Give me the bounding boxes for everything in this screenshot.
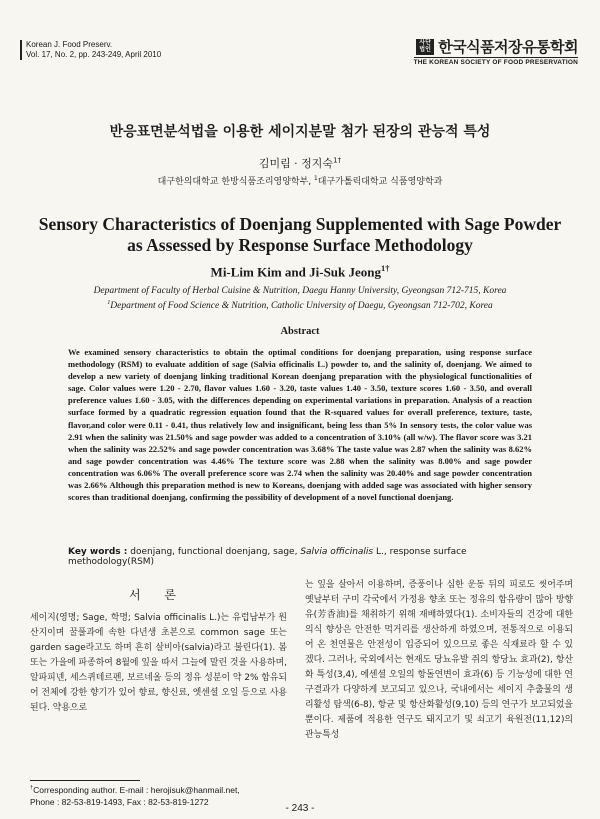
keywords-text-a: doenjang, functional doenjang, sage, xyxy=(130,547,298,557)
title-english xyxy=(0,214,600,256)
abstract-heading: Abstract xyxy=(280,326,320,337)
authors-english-names: Mi-Lim Kim and Ji-Suk Jeong xyxy=(210,264,382,280)
affiliation-korean-1: 대구한의대학교 한방식품조리영양학부, xyxy=(157,177,312,187)
journal-volume: Vol. 17, No. 2, pp. 243-249, April 2010 xyxy=(26,50,162,59)
intro-column-right xyxy=(305,578,573,743)
title-korean: 반응표면분석법을 이용한 세이지분말 첨가 된장의 관능적 특성 xyxy=(109,124,491,140)
affiliation-english-mark: 1 xyxy=(107,300,111,306)
society-logo xyxy=(414,36,578,66)
journal-citation xyxy=(20,40,161,60)
authors-english xyxy=(0,263,600,280)
section-title-introduction: 서 론 xyxy=(129,588,186,602)
title-english-line1: Sensory Characteristics of Doenjang Supplemented with Sage Powder xyxy=(38,214,562,234)
intro-paragraph-left: 세이지(영명; Sage, 학명; Salvia officinalis L.)는 유럽남부가 원산지이며 꿀풀과에 속한 다년생 초본으로 common sage 또는 garden sage라고도 하며 흔히 살비아(salvia)라고 불린다(1). 봄 또는 가을에 파종하여 8월에 잎을 따서 그늘에 말린 것을 사용하며, 알파피넨, 세스퀴테르펜, 보르네올 등의 정유 성분이 약 2% 함유되어 전체에 강한 향기가 있어 향료, 향신료, 엣센셜 오일 등으로 사용된다. 약용으로 xyxy=(30,613,287,713)
footnote-divider xyxy=(30,780,140,781)
keywords-label: Key words : xyxy=(68,547,128,557)
affiliations-english xyxy=(0,285,600,312)
affiliation-korean-2: 대구가톨릭대학교 식품영양학과 xyxy=(317,177,443,187)
journal-name: Korean J. Food Preserv. xyxy=(26,40,113,49)
society-name-ko: 한국식품저장유통학회 xyxy=(438,39,578,56)
footnote-line2: Phone : 82-53-819-1493, Fax : 82-53-819-1272 xyxy=(30,796,209,807)
affiliation-english-2: Department of Food Science & Nutrition, Catholic University of Daegu, Gyeongsan 712-702, Korea xyxy=(110,301,493,312)
abstract-body: We examined sensory characteristics to obtain the optimal conditions for doenjang preparation, using response surface methodology (RSM) to evaluate addition of sage (Salvia officinalis L.) powder to, and the salinity of, doenjang. We aimed to develop a new variety of doenjang linking traditional Korean doenjang preparation with the physiological functionalities of sage. Color values were 1.20 - 2.70, flavor values 1.60 - 3.20, taste values 1.40 - 3.50, texture scores 1.60 - 3.50, and overall preference values 1.60 - 3.05, with the differences depending on experimental variations in preparation. Analysis of a reaction surface formed by a quadratic regression equation found that the R-squared values for overall preference, texture, taste, flavor,and color were 0.11 - 0.41, thus relatively low and insignificant, being less than 5% In sensory tests, the color value was 2.91 when the salinity was 21.50% and sage powder was added to a concentration of 3.10% (all w/w). The flavor score was 3.21 when the salinity was 22.52% and sage powder concentration was 3.68% The taste value was 2.87 when the salinity was 8.62% and sage powder concentration was 4.46% The texture score was 2.88 when the salinity was 8.00% and sage powder concentration was 6.06% The overall preference score was 2.74 when the salinity was 20.40% and sage powder concentration was 2.66% Although this preparation method is new to Koreans, doenjang with added sage was associated with higher sensory scores than traditional doenjang, confirming the possibility of development of a novel functional doenjang. xyxy=(68,347,532,503)
title-english-line2: as Assessed by Response Surface Methodology xyxy=(127,235,473,255)
page-number: - 243 - xyxy=(285,803,315,814)
authors-korean xyxy=(0,155,600,171)
affiliation-english-1: Department of Faculty of Herbal Cuisine & Nutrition, Daegu Hanny University, Gyeongsan 712-715, Korea xyxy=(93,286,507,296)
keywords-text-b: L., response surface methodology(RSM) xyxy=(68,547,467,567)
keywords-italic: Salvia officinalis xyxy=(300,547,374,557)
society-seal: 사단법인 xyxy=(416,39,434,55)
authors-english-mark: 1† xyxy=(381,263,390,273)
affiliation-korean-mark: 1 xyxy=(314,176,318,182)
authors-korean-names: 김미림 · 정지숙 xyxy=(258,157,334,170)
authors-korean-mark: 1† xyxy=(333,155,342,165)
footnote-mark: † xyxy=(30,785,34,791)
footnote-line1: Corresponding author. E-mail : herojisuk@hanmail.net, xyxy=(33,784,240,795)
society-name-en: THE KOREAN SOCIETY OF FOOD PRESERVATION xyxy=(413,59,578,66)
affiliations-korean xyxy=(0,174,600,187)
keywords xyxy=(68,547,538,567)
intro-paragraph-right: 는 잎을 살아서 이용하며, 증풍이나 심한 운동 뒤의 피로도 씻어주며 옛날부터 구미 각국에서 가정용 향초 또는 정유의 함유량이 많아 방향유(芳香油)를 채취하기 위해 재배하였다(1). 소비자들의 건강에 대한 의식 향상은 안전한 먹거리를 생산하게 하였으며, 전통적으로 이용되어 온 천연물은 안전성이 입증되어 있으므로 좋은 식재료라 할 수 있겠다. 그러나, 국외에서는 현재도 당뇨유발 쥐의 항당뇨 효과(2), 항산화 특성(3,4), 에센셜 오일의 항돌연변이 효과(6) 등 기능성에 대한 연구결과가 다양하게 보고되고 있으나, 국내에서는 세이지 추출물의 생리활성 탐색(6-8), 항균 및 항산화활성(9,10) 등의 연구가 보고되었을 뿐이다. 제품에 적용한 연구도 돼지고기 및 쇠고기 육원전(11,12)의 관능특성 xyxy=(305,580,573,740)
intro-column-left xyxy=(30,611,287,716)
